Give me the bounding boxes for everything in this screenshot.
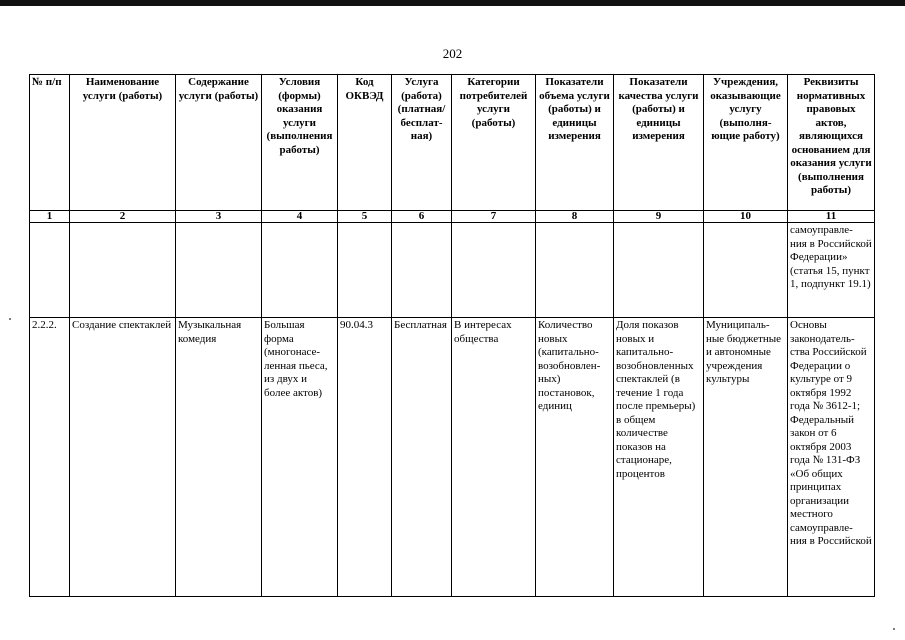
col-header-num: № п/п (30, 75, 70, 211)
column-number: 2 (70, 211, 176, 223)
service-name: Создание спектаклей (70, 318, 176, 597)
table-cell (262, 223, 338, 318)
page-number: 202 (442, 46, 463, 61)
service-legal: Основы законодатель- ства Российской Федерации о культуре от 9 октября 1992 года № 3612-1; Федеральный закон от 6 октября 2003 года № 131-ФЗ «Об общих принципах организации местного самоуправле- ния в Российской (788, 318, 875, 597)
col-header-paid: Услуга (работа) (платная/ бесплат- ная) (392, 75, 452, 211)
continuation-legal-text: самоуправле- ния в Российской Федерации» (статья 15, пункт 1, подпункт 19.1) (788, 223, 875, 318)
service-paid: Бесплатная (392, 318, 452, 597)
table-cell (30, 223, 70, 318)
column-number: 8 (536, 211, 614, 223)
service-conditions: Большая форма (многонасе- ленная пьеса, из двух и более актов) (262, 318, 338, 597)
col-header-content: Содержание услуги (работы) (176, 75, 262, 211)
column-number: 1 (30, 211, 70, 223)
table-cell (452, 223, 536, 318)
table-cell (176, 223, 262, 318)
table-cell (614, 223, 704, 318)
row-number: 2.2.2. (30, 318, 70, 597)
col-header-consumers: Категории потребителей услуги (работы) (452, 75, 536, 211)
scan-speck (9, 318, 11, 320)
service-okved: 90.04.3 (338, 318, 392, 597)
table-cell (704, 223, 788, 318)
services-table (29, 74, 875, 597)
service-volume: Количество новых (капитально- возобновлен- ных) постановок, единиц (536, 318, 614, 597)
service-content: Музыкальная комедия (176, 318, 262, 597)
column-number: 3 (176, 211, 262, 223)
service-consumers: В интересах общества (452, 318, 536, 597)
col-header-legal: Реквизиты нормативных правовых актов, являющихся основанием для оказания услуги (выполнения работы) (788, 75, 875, 211)
column-number-row (30, 211, 875, 223)
column-number: 7 (452, 211, 536, 223)
service-institutions: Муниципаль- ные бюджетные и автономные учреждения культуры (704, 318, 788, 597)
table-cell (392, 223, 452, 318)
column-number: 4 (262, 211, 338, 223)
column-number: 6 (392, 211, 452, 223)
scan-speck (893, 628, 895, 630)
col-header-quality: Показатели качества услуги (работы) и единицы измерения (614, 75, 704, 211)
table-row (30, 318, 875, 597)
table-cell (338, 223, 392, 318)
table-cell (536, 223, 614, 318)
service-quality: Доля показов новых и капитально- возобновленных спектаклей (в течение 1 года после премьеры) в общем количестве показов на стационаре, процентов (614, 318, 704, 597)
col-header-volume: Показатели объема услуги (работы) и единицы измерения (536, 75, 614, 211)
column-number: 10 (704, 211, 788, 223)
scan-top-edge (0, 0, 905, 6)
column-number: 9 (614, 211, 704, 223)
column-number: 11 (788, 211, 875, 223)
col-header-institutions: Учреждения, оказывающие услугу (выполня- ющие работу) (704, 75, 788, 211)
column-number: 5 (338, 211, 392, 223)
header-row (30, 75, 875, 211)
table-cell (70, 223, 176, 318)
continuation-row (30, 223, 875, 318)
col-header-name: Наименование услуги (работы) (70, 75, 176, 211)
col-header-okved: Код ОКВЭД (338, 75, 392, 211)
col-header-conditions: Условия (формы) оказания услуги (выполнения работы) (262, 75, 338, 211)
